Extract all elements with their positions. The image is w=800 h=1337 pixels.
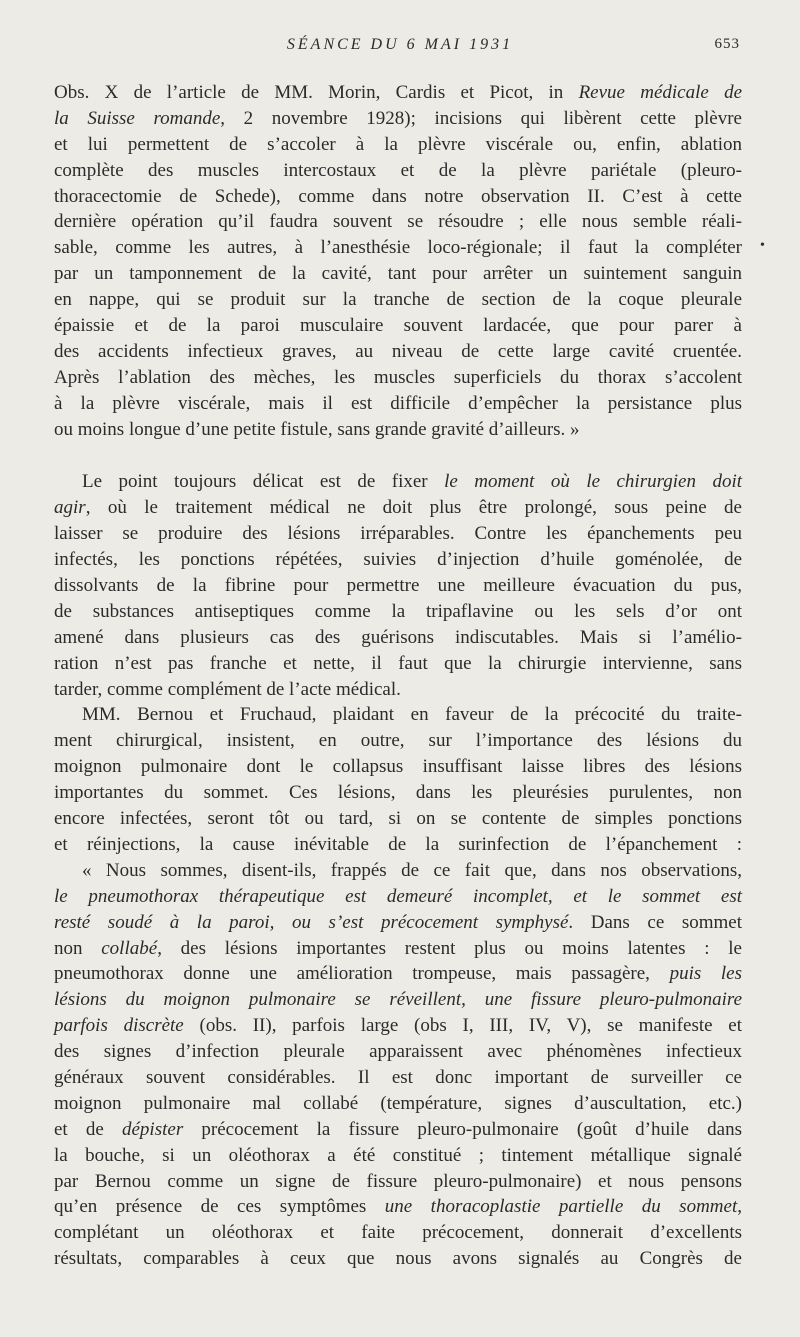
text-line: la bouche, si un oléothorax a été constitué ; tintement métallique signalé: [54, 1144, 742, 1166]
text-line: Après l’ablation des mèches, les muscles superficiels du thorax s’accolent: [54, 366, 742, 388]
text-line: moignon pulmonaire mal collabé (température, signes d’auscultation, etc.): [54, 1092, 742, 1114]
text-line: ou moins longue d’une petite fistule, sans grande gravité d’ailleurs. »: [54, 418, 580, 440]
text-line: MM. Bernou et Fruchaud, plaidant en faveur de la précocité du traite-: [82, 704, 742, 726]
text-line: par Bernou comme un signe de fissure pleuro-pulmonaire) et nous pensons: [54, 1170, 742, 1192]
text-line: resté soudé à la paroi, ou s’est précocement symphysé. Dans ce sommet: [54, 911, 743, 933]
text-line: tarder, comme complément de l’acte médical.: [54, 678, 401, 700]
text-line: et réinjections, la cause inévitable de la surinfection de l’épanchement :: [54, 833, 742, 855]
body-text: [54, 80, 742, 1272]
text-line: et lui permettent de s’accoler à la plèvre viscérale ou, enfin, ablation: [54, 133, 742, 155]
text-line: non collabé, des lésions importantes restent plus ou moins latentes : le: [54, 937, 742, 959]
text-line: des accidents infectieux graves, au niveau de cette large cavité cruentée.: [54, 340, 742, 362]
text-line: infectés, les ponctions répétées, suivies d’injection d’huile goménolée, de: [54, 549, 742, 571]
paragraph-gap: [54, 442, 742, 469]
text-line: amené dans plusieurs cas des guérisons indiscutables. Mais si l’amélio-: [54, 626, 742, 648]
text-line: complète des muscles intercostaux et de la plèvre pariétale (pleuro-: [54, 159, 742, 181]
text-line: Obs. X de l’article de MM. Morin, Cardis et Picot, in Revue médicale de: [54, 82, 742, 103]
text-line: agir, où le traitement médical ne doit plus être prolongé, sous peine de: [54, 497, 742, 519]
text-line: à la plèvre viscérale, mais il est difficile d’empêcher la persistance plus: [54, 392, 742, 414]
text-line: ment chirurgical, insistent, en outre, sur l’importance des lésions du: [54, 730, 742, 752]
text-line: importantes du sommet. Ces lésions, dans les pleurésies purulentes, non: [54, 782, 742, 804]
text-line: la Suisse romande, 2 novembre 1928); incisions qui libèrent cette plèvre: [54, 107, 742, 129]
text-line: laisser se produire des lésions irréparables. Contre les épanchements peu: [54, 523, 742, 545]
text-line: sable, comme les autres, à l’anesthésie loco-régionale; il faut la compléter: [54, 237, 742, 259]
page-number: 653: [714, 36, 740, 52]
running-head: [0, 36, 800, 64]
text-line: pneumothorax donne une amélioration trompeuse, mais passagère, puis les: [54, 963, 743, 985]
text-line: résultats, comparables à ceux que nous avons signalés au Congrès de: [54, 1248, 742, 1270]
text-line: ration n’est pas franche et nette, il faut que la chirurgie intervienne, sans: [54, 652, 742, 674]
text-line: complétant un oléothorax et faite précocement, donnerait d’excellents: [54, 1222, 742, 1244]
text-line: des signes d’infection pleurale apparaissent avec phénomènes infectieux: [54, 1041, 742, 1063]
text-line: moignon pulmonaire dont le collapsus insuffisant laisse libres des lésions: [54, 756, 742, 778]
text-line: dissolvants de la fibrine pour permettre une meilleure évacuation du pus,: [54, 575, 742, 597]
text-line: encore infectées, seront tôt ou tard, si on se contente de simples ponctions: [54, 808, 742, 830]
margin-mark: •: [760, 238, 765, 253]
text-line: généraux souvent considérables. Il est donc important de surveiller ce: [54, 1066, 742, 1088]
text-line: en nappe, qui se produit sur la tranche de section de la coque pleurale: [54, 289, 742, 311]
text-line: de substances antiseptiques comme la tripaflavine ou les sels d’or ont: [54, 600, 742, 622]
text-line: thoracectomie de Schede), comme dans notre observation II. C’est à cette: [54, 185, 742, 207]
text-line: Le point toujours délicat est de fixer le moment où le chirurgien doit: [82, 471, 742, 493]
text-line: « Nous sommes, disent-ils, frappés de ce fait que, dans nos observations,: [82, 859, 742, 881]
text-line: dernière opération qu’il faudra souvent se résoudre ; elle nous semble réali-: [54, 211, 742, 233]
text-line: épaissie et de la paroi musculaire souvent lardacée, que pour parer à: [54, 315, 742, 337]
text-line: et de dépister précocement la fissure pleuro-pulmonaire (goût d’huile dans: [54, 1118, 742, 1140]
text-line: parfois discrète (obs. II), parfois large (obs I, III, IV, V), se manifeste et: [54, 1015, 742, 1037]
text-line: le pneumothorax thérapeutique est demeuré incomplet, et le sommet est: [54, 885, 742, 907]
text-line: lésions du moignon pulmonaire se réveillent, une fissure pleuro-pulmonaire: [54, 989, 742, 1011]
text-line: qu’en présence de ces symptômes une thoracoplastie partielle du sommet,: [54, 1196, 742, 1218]
text-line: par un tamponnement de la cavité, tant pour arrêter un suintement sanguin: [54, 263, 742, 285]
running-title: SÉANCE DU 6 MAI 1931: [286, 36, 514, 53]
